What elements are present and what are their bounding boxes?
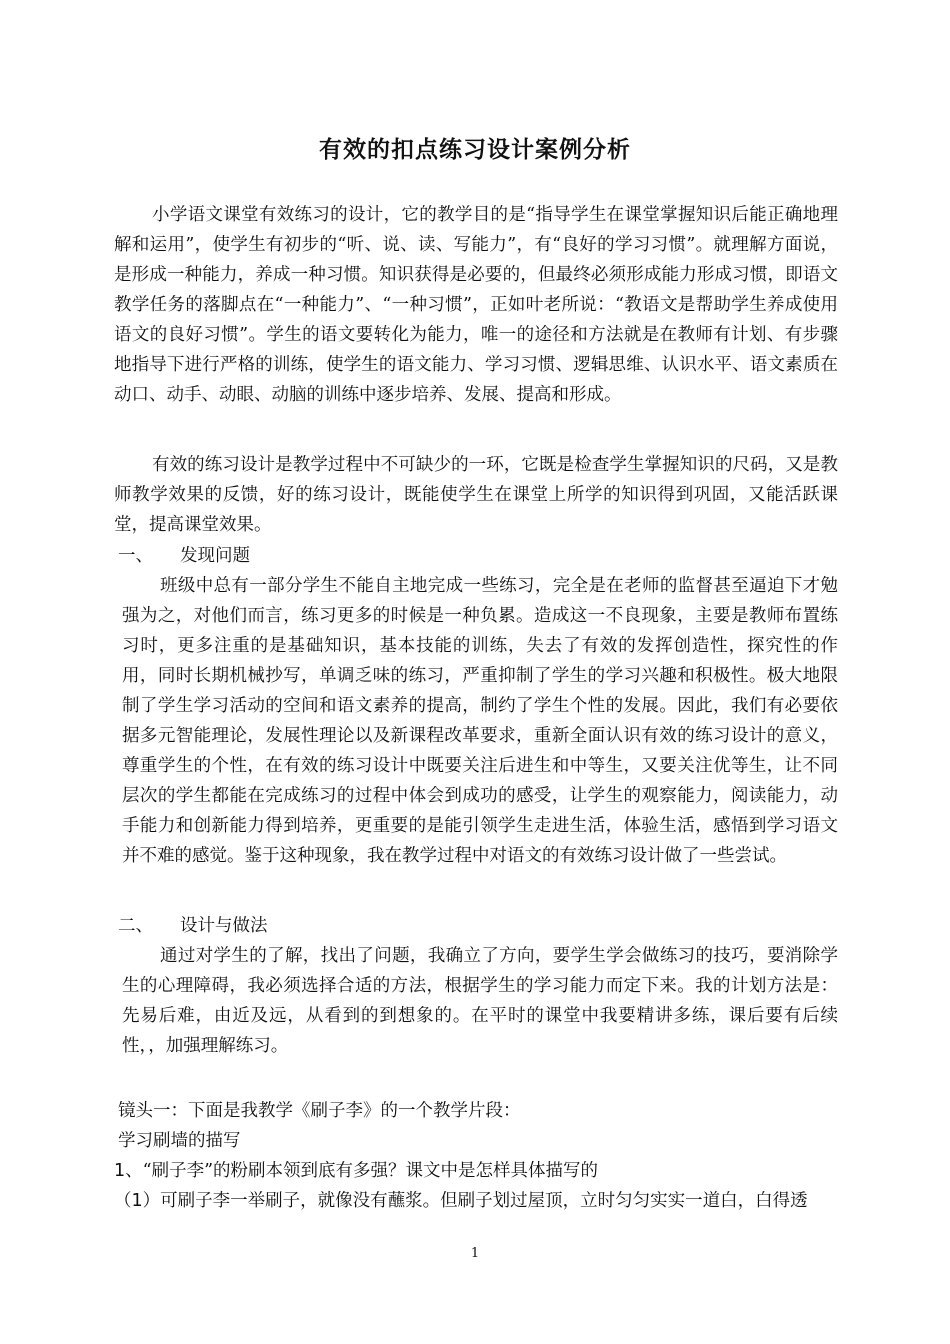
- paragraph-problem-description: 班级中总有一部分学生不能自主地完成一些练习，完全是在老师的监督甚至逼迫下才勉强为之，对他们而言，练习更多的时候是一种负累。造成这一不良现象，主要是教师布置练习时，更多注重的是基础知识，基本技能的训练，失去了有效的发挥创造性，探究性的作用，同时长期机械抄写，单调乏味的练习，严重抑制了学生的学习兴趣和积极性。极大地限制了学生学习活动的空间和语文素养的提高，制约了学生个性的发展。因此，我们有必要依据多元智能理论，发展性理论以及新课程改革要求，重新全面认识有效的练习设计的意义，尊重学生的个性，在有效的练习设计中既要关注后进生和中等生，又要关注优等生，让不同层次的学生都能在完成练习的过程中体会到成功的感受，让学生的观察能力，阅读能力，动手能力和创新能力得到培养，更重要的是能引领学生走进生活，体验生活，感悟到学习语文并不难的感觉。鉴于这种现象，我在教学过程中对语文的有效练习设计做了一些尝试。: [122, 576, 838, 866]
- question-text: “刷子李”的粉刷本领到底有多强？课文中是怎样具体描写的: [142, 1161, 599, 1181]
- case-question: [114, 1156, 838, 1186]
- question-number: 1、: [114, 1161, 143, 1181]
- paragraph-intro: 小学语文课堂有效练习的设计，它的教学目的是“指导学生在课堂掌握知识后能正确地理解和运用”，使学生有初步的“听、说、读、写能力”，有“良好的学习习惯”。就理解方面说，是形成一种能力，养成一种习惯。知识获得是必要的，但最终必须形成能力形成习惯，即语文教学任务的落脚点在“一种能力”、“一种习惯”，正如叶老所说：“教语文是帮助学生养成使用语文的良好习惯”。学生的语文要转化为能力，唯一的途径和方法就是在教师有计划、有步骤地指导下进行严格的训练，使学生的语文能力、学习习惯、逻辑思维、认识水平、语文素质在动口、动手、动眼、动脑的训练中逐步培养、发展、提高和形成。: [114, 205, 838, 405]
- excerpt-text: 可刷子李一举刷子，就像没有蘸浆。但刷子划过屋顶，立时匀匀实实一道白，白得透: [160, 1191, 808, 1211]
- paragraph-design-method: 通过对学生的了解，找出了问题，我确立了方向，要学生学会做练习的技巧，要消除学生的心理障碍，我必须选择合适的方法，根据学生的学习能力而定下来。我的计划方法是：先易后难，由近及远，从看到的到想象的。在平时的课堂中我要精讲多练，课后要有后续性，，加强理解练习。: [122, 946, 838, 1056]
- excerpt-number: （1）: [114, 1191, 161, 1211]
- case-intro: 镜头一：下面是我教学《刷子李》的一个教学片段：: [118, 1101, 521, 1121]
- section-heading-text: 设计与做法: [180, 916, 268, 936]
- section-heading-design-method: [118, 911, 818, 941]
- section-number: 一、: [118, 546, 153, 566]
- case-excerpt: [114, 1186, 854, 1216]
- paragraph-exercise-importance: 有效的练习设计是教学过程中不可缺少的一环，它既是检查学生掌握知识的尺码，又是教师教学效果的反馈，好的练习设计，既能使学生在课堂上所学的知识得到巩固，又能活跃课堂，提高课堂效果。: [114, 455, 838, 535]
- section-number: 二、: [118, 916, 153, 936]
- case-subheading: 学习刷墙的描写: [118, 1131, 241, 1151]
- section-heading-discover-problem: [118, 541, 818, 571]
- page-number: 1: [470, 1246, 480, 1261]
- document-title: 有效的扣点练习设计案例分析: [319, 136, 631, 163]
- section-heading-text: 发现问题: [180, 546, 250, 566]
